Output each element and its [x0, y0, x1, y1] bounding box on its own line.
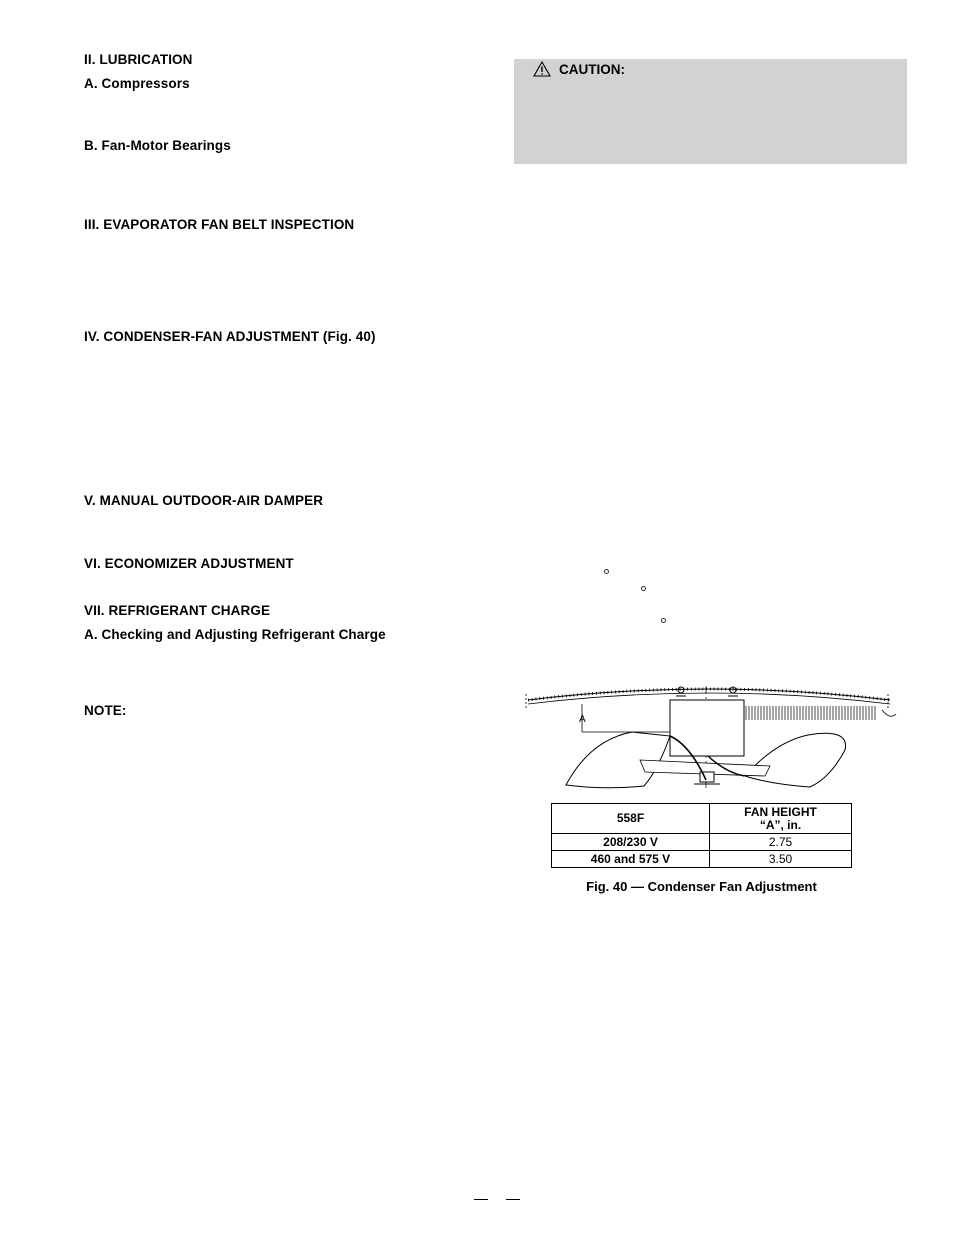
note-label: NOTE:: [84, 703, 127, 718]
table-header-fan-height-line1: FAN HEIGHT: [744, 804, 817, 819]
page-number-dash: [474, 1199, 488, 1200]
table-header-model: 558F: [552, 804, 710, 834]
heading-compressors: A. Compressors: [84, 76, 190, 91]
table-header-row: [552, 804, 852, 834]
degree-mark: [661, 618, 666, 623]
heading-evaporator-fan-belt-inspection: III. EVAPORATOR FAN BELT INSPECTION: [84, 217, 355, 232]
heading-fan-motor-bearings: B. Fan-Motor Bearings: [84, 138, 231, 153]
table-row: [552, 834, 852, 851]
condenser-fan-diagram: [520, 680, 898, 792]
fan-height-table: [551, 803, 852, 868]
degree-mark: [641, 586, 646, 591]
table-row: [552, 851, 852, 868]
heading-checking-adjusting-charge: A. Checking and Adjusting Refrigerant Charge: [84, 627, 386, 642]
table-cell-voltage: 460 and 575 V: [552, 851, 710, 868]
table-cell-voltage: 208/230 V: [552, 834, 710, 851]
heading-refrigerant-charge: VII. REFRIGERANT CHARGE: [84, 603, 271, 618]
table-header-fan-height-line2: “A”, in.: [759, 817, 802, 832]
page-number-dash: [506, 1199, 520, 1200]
dimension-a-label: A: [579, 714, 586, 725]
figure-caption: Fig. 40 — Condenser Fan Adjustment: [586, 879, 817, 894]
degree-mark: [604, 569, 609, 574]
heading-economizer-adjustment: VI. ECONOMIZER ADJUSTMENT: [84, 556, 294, 571]
caution-label: CAUTION:: [559, 62, 625, 77]
table-cell-height: 2.75: [710, 834, 852, 851]
heading-lubrication: II. LUBRICATION: [84, 52, 193, 67]
table-cell-height: 3.50: [710, 851, 852, 868]
heading-condenser-fan-adjustment: IV. CONDENSER-FAN ADJUSTMENT (Fig. 40): [84, 329, 376, 344]
caution-box: [514, 59, 907, 164]
heading-manual-outdoor-air-damper: V. MANUAL OUTDOOR-AIR DAMPER: [84, 493, 324, 508]
table-header-fan-height: [710, 804, 852, 834]
warning-triangle-icon: [533, 61, 551, 77]
